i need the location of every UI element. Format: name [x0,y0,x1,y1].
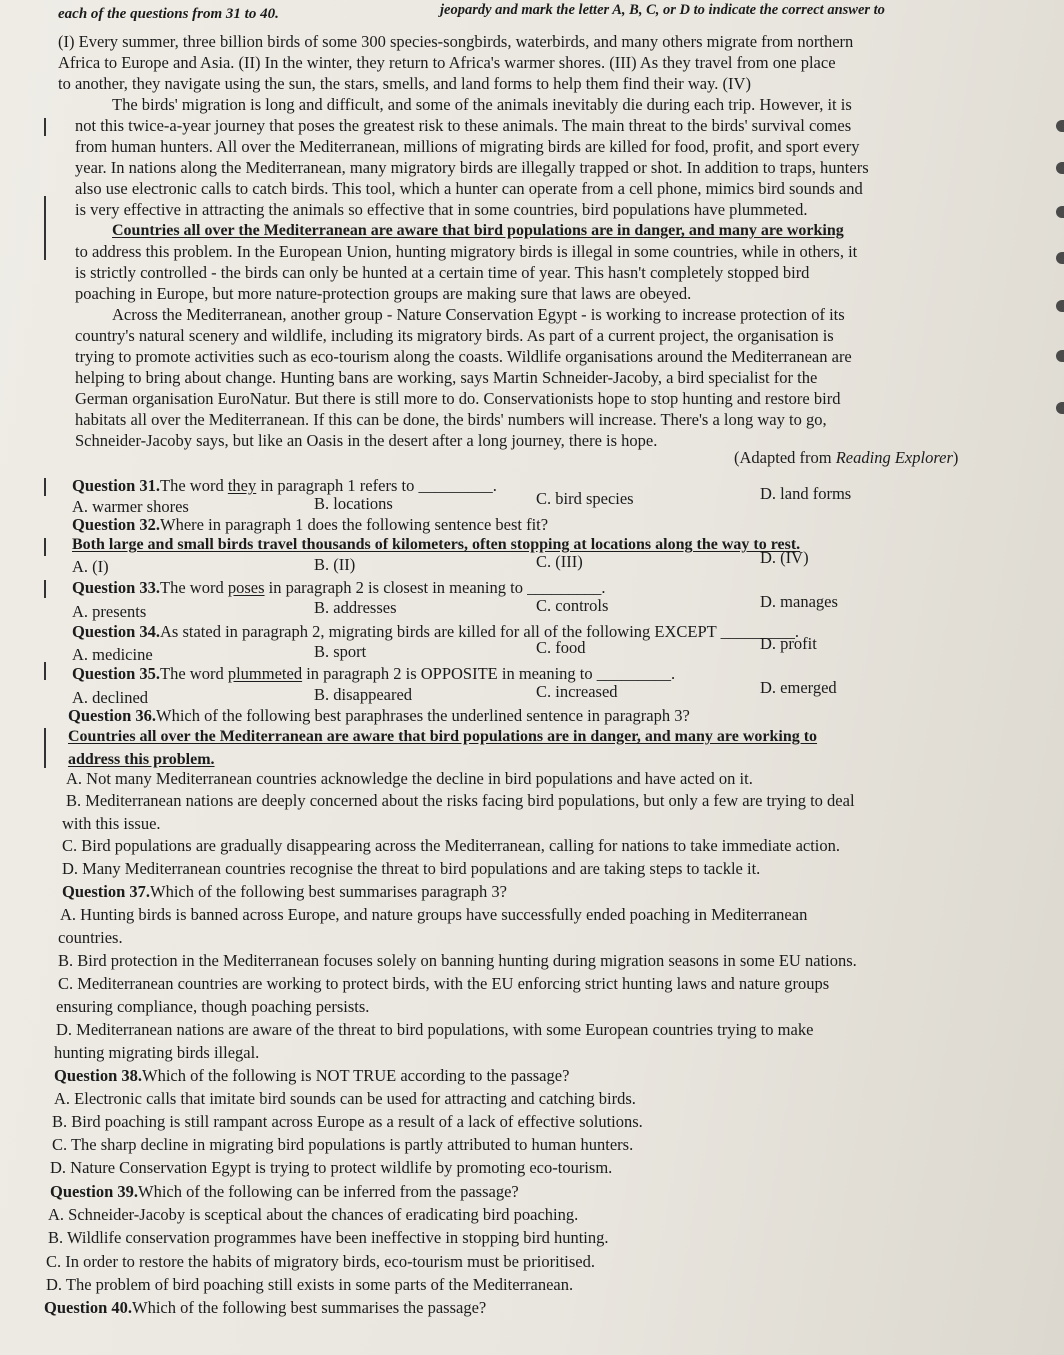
question-text: in paragraph 2 is OPPOSITE in meaning to _________. [302,664,676,683]
margin-mark [44,580,46,598]
edge-mark [1056,162,1064,174]
question-39 [50,1182,519,1202]
passage-text: to address this problem. In the European Union, hunting migratory birds is illegal in some countries, while in others, it [75,242,858,261]
question-text: The word [160,664,228,683]
passage-line [75,179,863,199]
q34-option-a[interactable]: A. medicine [72,645,153,664]
question-number: Question 39. [50,1182,139,1201]
question-text: As stated in paragraph 2, migrating birds are killed for all of the following EXCEPT _________. [160,622,799,641]
margin-mark [44,728,46,768]
q35-option-b[interactable]: B. disappeared [314,685,413,704]
q33-option-b[interactable]: B. addresses [314,598,397,617]
underlined-word: plummeted [227,664,303,683]
question-number: Question 32. [72,515,161,534]
q32-sentence: Both large and small birds travel thousands of kilometers, often stopping at locations along the way to rest. [72,536,801,553]
question-text: Which of the following can be inferred from the passage? [138,1182,519,1201]
q39-option-c[interactable]: C. In order to restore the habits of migratory birds, eco-tourism must be prioritised. [46,1252,595,1271]
question-number: Question 40. [44,1298,133,1317]
q36-sentence-line-2: address this problem. [68,751,215,768]
question-34 [72,622,799,642]
q37-option-a-line-2: countries. [58,928,123,947]
question-text: Which of the following best summarises paragraph 3? [150,882,507,901]
question-38 [54,1066,569,1086]
q38-option-c[interactable]: C. The sharp decline in migrating bird populations is partly attributed to human hunters. [52,1135,634,1154]
passage-text: Across the Mediterranean, another group - Nature Conservation Egypt - is working to increase protection of its [112,305,845,324]
question-33 [72,578,605,598]
q36-option-a[interactable]: A. Not many Mediterranean countries acknowledge the decline in bird populations and have acted on it. [66,769,753,788]
q31-option-a[interactable]: A. warmer shores [72,497,189,516]
passage-line [75,368,817,388]
q33-option-a[interactable]: A. presents [72,602,147,621]
q37-option-d-line-2: hunting migrating birds illegal. [54,1043,260,1062]
question-32 [72,515,548,535]
q37-option-c-line-2: ensuring compliance, though poaching persists. [56,997,370,1016]
q33-option-c[interactable]: C. controls [536,596,609,615]
question-number: Question 38. [54,1066,143,1085]
passage-text: Countries all over the Mediterranean are aware that bird populations are in danger, and many are working [112,222,844,239]
q32-option-a[interactable]: A. (I) [72,557,109,576]
passage-line [75,242,857,262]
q34-option-d[interactable]: D. profit [760,634,817,653]
q38-option-a[interactable]: A. Electronic calls that imitate bird sounds can be used for attracting and catching birds. [54,1089,636,1108]
edge-mark [1056,350,1064,362]
source-title: Reading Explorer [835,448,953,467]
q39-option-b[interactable]: B. Wildlife conservation programmes have been ineffective in stopping bird hunting. [48,1228,609,1247]
passage-line [75,389,840,409]
q36-option-c[interactable]: C. Bird populations are gradually disappearing across the Mediterranean, calling for nations to take immediate action. [62,836,841,855]
passage-text: trying to promote activities such as eco-tourism along the coasts. Wildlife organisations around the Mediterranean are [75,347,852,366]
q37-option-a-line-1: A. Hunting birds is banned across Europe, and nature groups have successfully ended poaching in Mediterranean [60,905,808,924]
instruction-right: jeopardy and mark the letter A, B, C, or D to indicate the correct answer to [440,2,885,18]
q38-option-b[interactable]: B. Bird poaching is still rampant across Europe as a result of a lack of effective solutions. [52,1112,643,1131]
passage-line [112,95,852,115]
margin-mark [44,538,46,556]
passage-text: Africa to Europe and Asia. (II) In the winter, they return to Africa's warmer shores. (III) As they travel from one place [58,53,836,72]
question-36 [68,706,690,726]
q38-option-d[interactable]: D. Nature Conservation Egypt is trying to protect wildlife by promoting eco-tourism. [50,1158,613,1177]
passage-text: German organisation EuroNatur. But there is still more to do. Conservationists hope to stop hunting and restore bird [75,389,841,408]
source-prefix: (Adapted from [734,448,836,467]
passage-text: The birds' migration is long and difficult, and some of the animals inevitably die during each trip. However, it is [112,95,852,114]
q31-option-b[interactable]: B. locations [314,494,393,513]
q37-option-b[interactable]: B. Bird protection in the Mediterranean focuses solely on banning hunting during migration seasons in some EU nations. [58,951,857,970]
q31-option-c[interactable]: C. bird species [536,489,634,508]
question-text: Where in paragraph 1 does the following sentence best fit? [160,515,549,534]
passage-line [75,116,851,136]
passage-line [75,158,869,178]
q37-option-d-line-1: D. Mediterranean nations are aware of the threat to bird populations, with some European countries trying to make [56,1020,814,1039]
passage-text: poaching in Europe, but more nature-protection groups are making sure that laws are obeyed. [75,284,692,303]
question-text: Which of the following best paraphrases the underlined sentence in paragraph 3? [156,706,690,725]
edge-mark [1056,300,1064,312]
question-text: in paragraph 1 refers to _________. [256,476,497,495]
passage-line [112,305,845,325]
passage-text: year. In nations along the Mediterranean, many migratory birds are illegally trapped or shot. In addition to traps, hunters [75,158,869,177]
passage-line [75,200,808,220]
question-number: Question 36. [68,706,157,725]
q34-option-c[interactable]: C. food [536,638,586,657]
edge-mark [1056,252,1064,264]
instruction-left: each of the questions from 31 to 40. [58,6,279,22]
passage-text: helping to bring about change. Hunting bans are working, says Martin Schneider-Jacoby, a bird specialist for the [75,368,818,387]
source-suffix: ) [952,448,959,467]
q32-option-d[interactable]: D. (IV) [760,548,809,567]
question-text: Which of the following best summarises the passage? [132,1298,487,1317]
passage-text: also use electronic calls to catch birds. This tool, which a hunter can operate from a cell phone, mimics bird sounds and [75,179,863,198]
q33-option-d[interactable]: D. manages [760,592,838,611]
passage-text: from human hunters. All over the Mediterranean, millions of migrating birds are killed for food, profit, and sport every [75,137,860,156]
margin-mark [44,478,46,496]
q36-option-b-line-2: with this issue. [62,814,161,833]
question-37 [62,882,507,902]
q35-option-a[interactable]: A. declined [72,688,149,707]
q32-option-b[interactable]: B. (II) [314,555,356,574]
passage-line [75,431,657,451]
passage-line [75,284,691,304]
q39-option-d[interactable]: D. The problem of bird poaching still exists in some parts of the Mediterranean. [46,1275,574,1294]
passage-line [112,221,844,241]
margin-mark [44,662,46,680]
source-citation [734,448,958,468]
q32-option-c[interactable]: C. (III) [536,552,583,571]
question-31 [72,476,497,496]
underlined-word: poses [227,578,265,597]
passage-text: is very effective in attracting the animals so effective that in some countries, bird populations have plummeted. [75,200,808,219]
question-35 [72,664,675,684]
question-text: The word [160,578,228,597]
q35-option-d[interactable]: D. emerged [760,678,837,697]
question-number: Question 35. [72,664,161,683]
question-40 [44,1298,486,1318]
question-number: Question 33. [72,578,161,597]
q36-sentence-line-1: Countries all over the Mediterranean are aware that bird populations are in danger, and many are working to [68,728,818,745]
edge-mark [1056,120,1064,132]
passage-text: (I) Every summer, three billion birds of some 300 species-songbirds, waterbirds, and many others migrate from northern [58,32,854,51]
question-text: The word [160,476,228,495]
edge-mark [1056,402,1064,414]
passage-line [75,410,827,430]
margin-mark [44,196,46,260]
q36-option-d[interactable]: D. Many Mediterranean countries recognise the threat to bird populations and are taking steps to tackle it. [62,859,761,878]
q31-option-d[interactable]: D. land forms [760,484,852,503]
passage-line [75,326,834,346]
passage-line [75,347,852,367]
passage-text: not this twice-a-year journey that poses the greatest risk to these animals. The main threat to the birds' survival comes [75,116,852,135]
question-text: Which of the following is NOT TRUE according to the passage? [142,1066,570,1085]
underlined-word: they [227,476,257,495]
passage-line [75,137,859,157]
q39-option-a[interactable]: A. Schneider-Jacoby is sceptical about the chances of eradicating bird poaching. [48,1205,579,1224]
passage-text: Schneider-Jacoby says, but like an Oasis in the desert after a long journey, there is hope. [75,431,658,450]
question-number: Question 34. [72,622,161,641]
passage-line [58,32,853,52]
q34-option-b[interactable]: B. sport [314,642,367,661]
passage-line [75,263,809,283]
passage-line [58,53,836,73]
passage-text: habitats all over the Mediterranean. If this can be done, the birds' numbers will increase. There's a long way to go, [75,410,827,429]
edge-mark [1056,206,1064,218]
passage-text: country's natural scenery and wildlife, including its migratory birds. As part of a current project, the organisation is [75,326,834,345]
question-text: in paragraph 2 is closest in meaning to _________. [264,578,606,597]
margin-mark [44,118,46,136]
q35-option-c[interactable]: C. increased [536,682,618,701]
question-number: Question 37. [62,882,151,901]
passage-text: is strictly controlled - the birds can only be hunted at a certain time of year. This hasn't completely stopped bird [75,263,810,282]
q36-option-b-line-1: B. Mediterranean nations are deeply concerned about the risks facing bird populations, but only a few are trying to deal [66,791,855,810]
q37-option-c-line-1: C. Mediterranean countries are working to protect birds, with the EU enforcing strict hunting laws and nature groups [58,974,830,993]
question-number: Question 31. [72,476,161,495]
passage-line [58,74,751,94]
passage-text: to another, they navigate using the sun, the stars, smells, and land forms to help them find their way. (IV) [58,74,751,93]
